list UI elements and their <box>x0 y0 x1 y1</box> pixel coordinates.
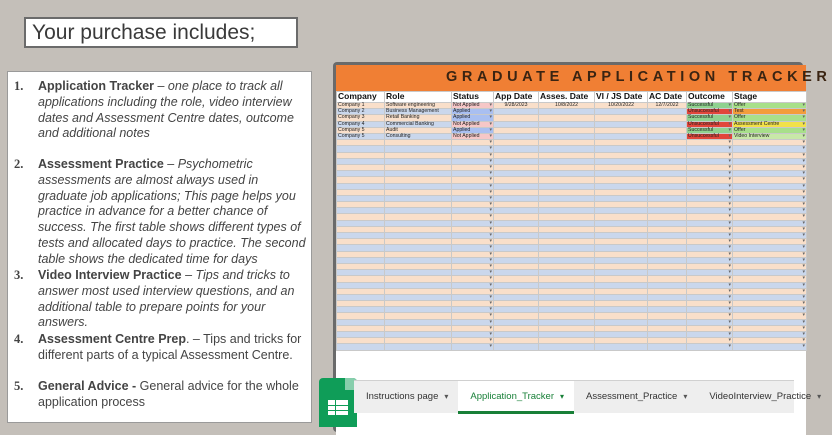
tab-label: Application_Tracker <box>470 391 554 402</box>
header-row <box>337 92 807 103</box>
cell-role[interactable]: Consulting <box>385 134 452 140</box>
list-number: 4. <box>14 332 24 346</box>
heading-box <box>24 17 298 48</box>
list-title: Video Interview Practice <box>38 268 182 282</box>
tab-label: VideoInterview_Practice <box>709 391 812 402</box>
cell-role[interactable]: Retail Banking <box>385 115 452 121</box>
list-number: 5. <box>14 379 24 393</box>
cell-status[interactable]: Not Applied ▾ <box>452 121 494 127</box>
col-role[interactable]: Role <box>385 92 452 103</box>
cell-stage[interactable]: Offer ▾ <box>733 115 807 121</box>
cell-role[interactable]: Software engineering <box>385 103 452 109</box>
empty-cell[interactable] <box>452 344 494 350</box>
cell-role[interactable]: Commercial Banking <box>385 121 452 127</box>
list-item <box>14 157 310 268</box>
empty-cell[interactable] <box>648 344 687 350</box>
cell-company[interactable]: Company 3 <box>337 115 385 121</box>
list-title: Assessment Centre Prep <box>38 332 186 346</box>
tab-application-tracker[interactable] <box>458 381 574 414</box>
cell-outcome[interactable]: Unsuccessful ▾ <box>687 134 733 140</box>
col-ac-date[interactable]: AC Date <box>648 92 687 103</box>
col-vi-date[interactable]: VI / JS Date <box>595 92 648 103</box>
empty-cell[interactable] <box>733 344 807 350</box>
tab-videointerview-practice[interactable] <box>697 381 831 414</box>
cell-outcome[interactable]: Unsuccessful ▾ <box>687 121 733 127</box>
list-item <box>14 332 310 364</box>
cell-outcome[interactable]: Unsuccessful ▾ <box>687 109 733 115</box>
cell-stage[interactable]: Video Interview ▾ <box>733 134 807 140</box>
tab-instructions-page[interactable] <box>354 381 458 414</box>
col-app-date[interactable]: App Date <box>494 92 539 103</box>
chevron-down-icon[interactable]: ▾ <box>817 392 822 401</box>
empty-cell[interactable] <box>687 344 733 350</box>
list-item <box>14 79 310 142</box>
cell-company[interactable]: Company 5 <box>337 134 385 140</box>
cell-role[interactable]: Business Management <box>385 109 452 115</box>
list-separator: – <box>163 157 178 171</box>
chevron-down-icon[interactable]: ▾ <box>683 392 688 401</box>
col-outcome[interactable]: Outcome <box>687 92 733 103</box>
cell-status[interactable]: Applied ▾ <box>452 109 494 115</box>
tab-label: Instructions page <box>366 391 439 402</box>
empty-cell[interactable] <box>595 344 648 350</box>
list-title: Application Tracker <box>38 79 155 93</box>
cell-role[interactable]: Audit <box>385 127 452 133</box>
table-row <box>337 344 807 350</box>
list-title: General Advice - <box>38 379 137 393</box>
list-text: Tips and tricks to answer most used interview questions, and an additional table to prepare points for your answers. <box>38 268 295 330</box>
cell-company[interactable]: Company 2 <box>337 109 385 115</box>
list-text: Psychometric assessments are almost always used in graduate job applications; This page helps you practice in advance for a better chance of success. The first table shows different types of tests and allocated days to practice. The second table shows the dedicated time for days <box>38 157 306 266</box>
cell-app-date[interactable]: 9/28/2023 <box>494 103 539 109</box>
cell-status[interactable]: Not Applied ▾ <box>452 134 494 140</box>
cell-status[interactable]: Applied ▾ <box>452 115 494 121</box>
cell-stage[interactable]: Offer ▾ <box>733 103 807 109</box>
cell-outcome[interactable]: Successful ▾ <box>687 115 733 121</box>
list-item <box>14 268 310 331</box>
tab-assessment-practice[interactable] <box>574 381 697 414</box>
cell-ac-date[interactable]: 12/7/2022 <box>648 103 687 109</box>
spreadsheet-screenshot <box>333 62 832 432</box>
col-status[interactable]: Status <box>452 92 494 103</box>
col-asses-date[interactable]: Asses. Date <box>539 92 595 103</box>
tab-label: Assessment_Practice <box>586 391 678 402</box>
cell-stage[interactable]: Offer ▾ <box>733 127 807 133</box>
cell-company[interactable]: Company 1 <box>337 103 385 109</box>
list-number: 1. <box>14 79 24 93</box>
list-title: Assessment Practice <box>38 157 164 171</box>
list-item <box>14 379 310 411</box>
empty-cell[interactable] <box>494 344 539 350</box>
cell-status[interactable]: Applied ▾ <box>452 127 494 133</box>
tracker-table <box>336 91 807 351</box>
cell-outcome[interactable]: Successful ▾ <box>687 103 733 109</box>
col-stage[interactable]: Stage <box>733 92 807 103</box>
chevron-down-icon[interactable]: ▾ <box>559 392 564 401</box>
heading-text: Your purchase includes; <box>32 21 256 44</box>
google-sheets-icon <box>319 378 357 427</box>
list-number: 2. <box>14 157 24 171</box>
cell-vi-date[interactable]: 10/20/2022 <box>595 103 648 109</box>
sheet-title: GRADUATE APPLICATION TRACKER <box>336 65 806 91</box>
cell-stage[interactable]: Test ▾ <box>733 109 807 115</box>
list-text: General advice for the whole application process <box>38 379 299 409</box>
sheet-tabs <box>354 380 822 413</box>
list-number: 3. <box>14 268 24 282</box>
list-text: one place to track all applications including the role, video interview dates and Assessment Centre dates, outcome and additional notes <box>38 79 294 141</box>
empty-cell[interactable] <box>385 344 452 350</box>
list-separator: – <box>154 79 168 93</box>
list-separator: – <box>181 268 196 282</box>
list-separator: . – <box>185 332 204 346</box>
empty-cell[interactable] <box>539 344 595 350</box>
includes-list <box>7 71 312 423</box>
chevron-down-icon[interactable]: ▾ <box>444 392 449 401</box>
cell-company[interactable]: Company 4 <box>337 121 385 127</box>
cell-asses-date[interactable]: 10/8/2022 <box>539 103 595 109</box>
cell-company[interactable]: Company 5 <box>337 127 385 133</box>
empty-cell[interactable] <box>337 344 385 350</box>
cell-outcome[interactable]: Successful ▾ <box>687 127 733 133</box>
cell-stage[interactable]: Assessment Centre ▾ <box>733 121 807 127</box>
cell-status[interactable]: Not Applied ▾ <box>452 103 494 109</box>
list-text: Tips and tricks for different parts of a typical Assessment Centre. <box>38 332 302 362</box>
col-company[interactable]: Company <box>337 92 385 103</box>
